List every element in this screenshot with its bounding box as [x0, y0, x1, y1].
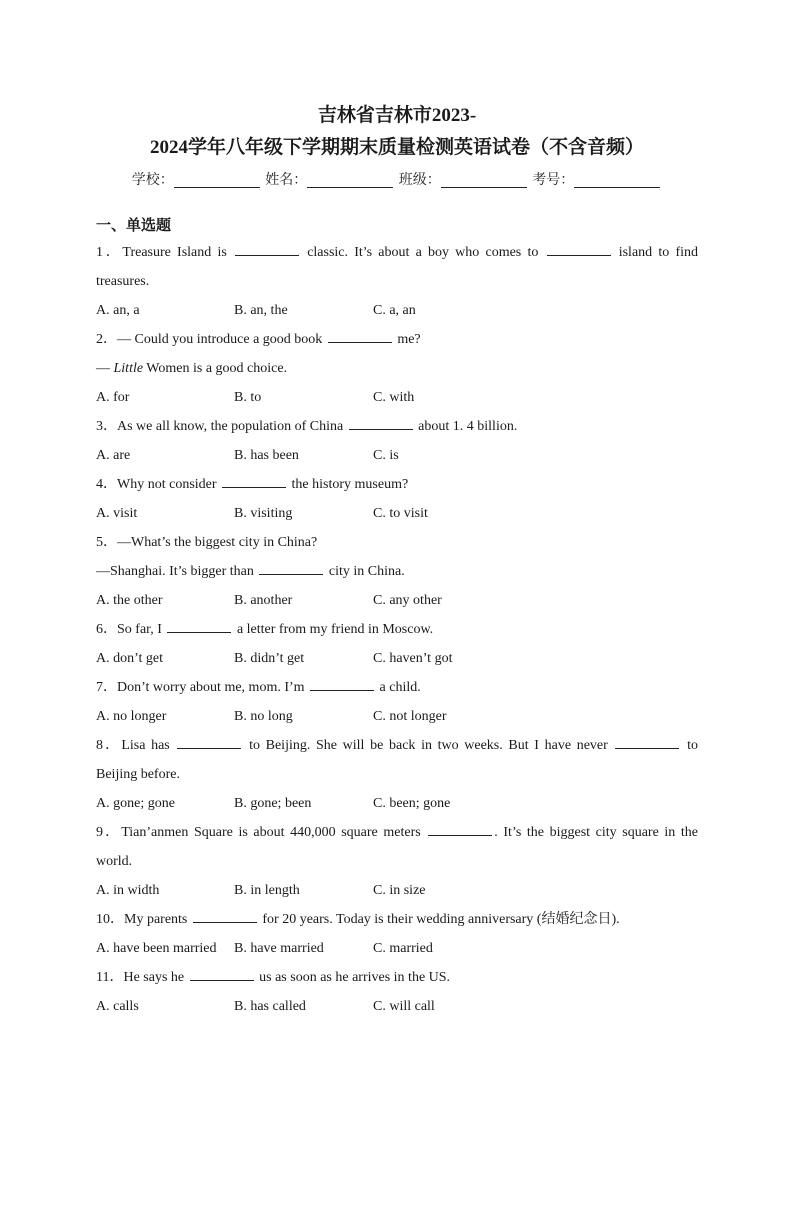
question-number: 6．: [96, 622, 117, 637]
question-text: Lisa has: [121, 738, 176, 753]
answer-blank[interactable]: [259, 562, 323, 575]
question-number: 5．: [96, 535, 117, 550]
option-a[interactable]: A. don’t get: [96, 651, 164, 666]
options-row: [96, 876, 698, 905]
question-text: to Beijing. She will be back in two weeks. But I have never: [243, 738, 614, 753]
options-row: [96, 934, 698, 963]
question-text: As we all know, the population of China: [117, 419, 347, 434]
answer-blank[interactable]: [615, 736, 679, 749]
answer-blank[interactable]: [328, 330, 392, 343]
question-11: [96, 963, 698, 992]
school-label: 学校：: [131, 173, 174, 188]
exam-title-line-2: 2024学年八年级下学期期末质量检测英语试卷（不含音频）: [149, 137, 644, 158]
question-6: [96, 615, 698, 644]
options-row: [96, 702, 698, 731]
question-number: 1．: [96, 245, 123, 260]
option-c[interactable]: C. married: [373, 941, 433, 956]
question-text: My parents: [124, 912, 191, 927]
option-c[interactable]: C. to visit: [373, 506, 428, 521]
option-c[interactable]: C. any other: [373, 593, 442, 608]
question-text: for 20 years. Today is their wedding anniversary (结婚纪念日).: [258, 912, 620, 927]
option-c[interactable]: C. a, an: [373, 303, 416, 318]
option-b[interactable]: B. visiting: [234, 506, 293, 521]
exam-title-line-1: 吉林省吉林市2023-: [317, 105, 477, 126]
option-c[interactable]: C. with: [373, 390, 415, 405]
option-c[interactable]: C. is: [373, 448, 399, 463]
reply-text: city in China.: [325, 564, 405, 579]
option-a[interactable]: A. for: [96, 390, 130, 405]
option-b[interactable]: B. has called: [234, 999, 306, 1014]
option-b[interactable]: B. has been: [234, 448, 299, 463]
question-5: [96, 528, 698, 557]
option-b[interactable]: B. gone; been: [234, 796, 312, 811]
question-number: 8．: [96, 738, 122, 753]
option-c[interactable]: C. haven’t got: [373, 651, 453, 666]
book-title-italic: Little: [113, 361, 144, 376]
option-a[interactable]: A. gone; gone: [96, 796, 175, 811]
options-row: [96, 586, 698, 615]
question-number: 7．: [96, 680, 117, 695]
name-blank[interactable]: [307, 173, 393, 188]
options-row: [96, 992, 698, 1021]
option-a[interactable]: A. the other: [96, 593, 163, 608]
answer-blank[interactable]: [349, 417, 413, 430]
option-b[interactable]: B. another: [234, 593, 293, 608]
option-a[interactable]: A. no longer: [96, 709, 167, 724]
question-number: 10．: [96, 912, 124, 927]
option-b[interactable]: B. an, the: [234, 303, 288, 318]
question-1: [96, 238, 698, 296]
options-row: [96, 789, 698, 818]
name-label: 姓名：: [265, 173, 308, 188]
question-text: Treasure Island is: [122, 245, 233, 260]
option-a[interactable]: A. calls: [96, 999, 139, 1014]
question-number: 11．: [96, 970, 124, 985]
question-text: to Beijing before.: [96, 738, 699, 782]
question-3: [96, 412, 698, 441]
class-label: 班级：: [398, 173, 441, 188]
question-text: Why not consider: [117, 477, 221, 492]
option-b[interactable]: B. didn’t get: [234, 651, 305, 666]
section-title: 一、单选题: [96, 218, 172, 234]
option-c[interactable]: C. not longer: [373, 709, 447, 724]
answer-blank[interactable]: [190, 968, 254, 981]
question-7: [96, 673, 698, 702]
answer-blank[interactable]: [235, 243, 299, 256]
dialogue-reply: [96, 557, 698, 586]
question-4: [96, 470, 698, 499]
question-number: 9．: [96, 825, 122, 840]
question-number: 4．: [96, 477, 117, 492]
option-b[interactable]: B. to: [234, 390, 262, 405]
school-blank[interactable]: [174, 173, 260, 188]
question-text: —What’s the biggest city in China?: [117, 535, 318, 550]
option-c[interactable]: C. will call: [373, 999, 435, 1014]
question-text: . It’s the biggest city square in the world.: [96, 825, 698, 869]
options-row: [96, 441, 698, 470]
answer-blank[interactable]: [547, 243, 611, 256]
answer-blank[interactable]: [428, 823, 492, 836]
option-b[interactable]: B. no long: [234, 709, 293, 724]
question-text: me?: [393, 332, 421, 347]
question-text: us as soon as he arrives in the US.: [255, 970, 451, 985]
question-2: [96, 325, 698, 354]
option-b[interactable]: B. have married: [234, 941, 324, 956]
question-text: Don’t worry about me, mom. I’m: [117, 680, 309, 695]
question-number: 2．: [96, 332, 117, 347]
option-a[interactable]: A. have been married: [96, 941, 217, 956]
question-text: He says he: [123, 970, 188, 985]
option-c[interactable]: C. in size: [373, 883, 426, 898]
exam-number-blank[interactable]: [574, 173, 660, 188]
option-b[interactable]: B. in length: [234, 883, 300, 898]
question-text: about 1. 4 billion.: [414, 419, 518, 434]
answer-blank[interactable]: [167, 620, 231, 633]
question-text: classic. It’s about a boy who comes to: [301, 245, 545, 260]
question-text: a child.: [376, 680, 421, 695]
answer-blank[interactable]: [193, 910, 257, 923]
question-text: — Could you introduce a good book: [117, 332, 326, 347]
options-row: [96, 499, 698, 528]
option-c[interactable]: C. been; gone: [373, 796, 451, 811]
question-10: [96, 905, 698, 934]
student-info-row: [96, 170, 698, 192]
exam-page: [0, 100, 794, 1223]
dialogue-reply: — Little Women is a good choice.: [96, 361, 288, 376]
answer-blank[interactable]: [177, 736, 241, 749]
question-text: island to find treasures.: [96, 245, 698, 289]
question-text: So far, I: [117, 622, 166, 637]
answer-blank[interactable]: [222, 475, 286, 488]
options-row: [96, 383, 698, 412]
reply-text: —Shanghai. It’s bigger than: [96, 564, 258, 579]
options-row: [96, 644, 698, 673]
question-text: a letter from my friend in Moscow.: [233, 622, 434, 637]
options-row: [96, 296, 698, 325]
question-text: Tian’anmen Square is about 440,000 square meters: [121, 825, 427, 840]
option-a[interactable]: A. in width: [96, 883, 160, 898]
question-text: the history museum?: [288, 477, 409, 492]
question-number: 3．: [96, 419, 117, 434]
option-a[interactable]: A. visit: [96, 506, 138, 521]
option-a[interactable]: A. are: [96, 448, 131, 463]
exam-number-label: 考号：: [532, 173, 575, 188]
class-blank[interactable]: [441, 173, 527, 188]
answer-blank[interactable]: [310, 678, 374, 691]
question-9: [96, 818, 698, 876]
question-8: [96, 731, 698, 789]
reply-text: Women is a good choice.: [143, 361, 288, 376]
option-a[interactable]: A. an, a: [96, 303, 140, 318]
